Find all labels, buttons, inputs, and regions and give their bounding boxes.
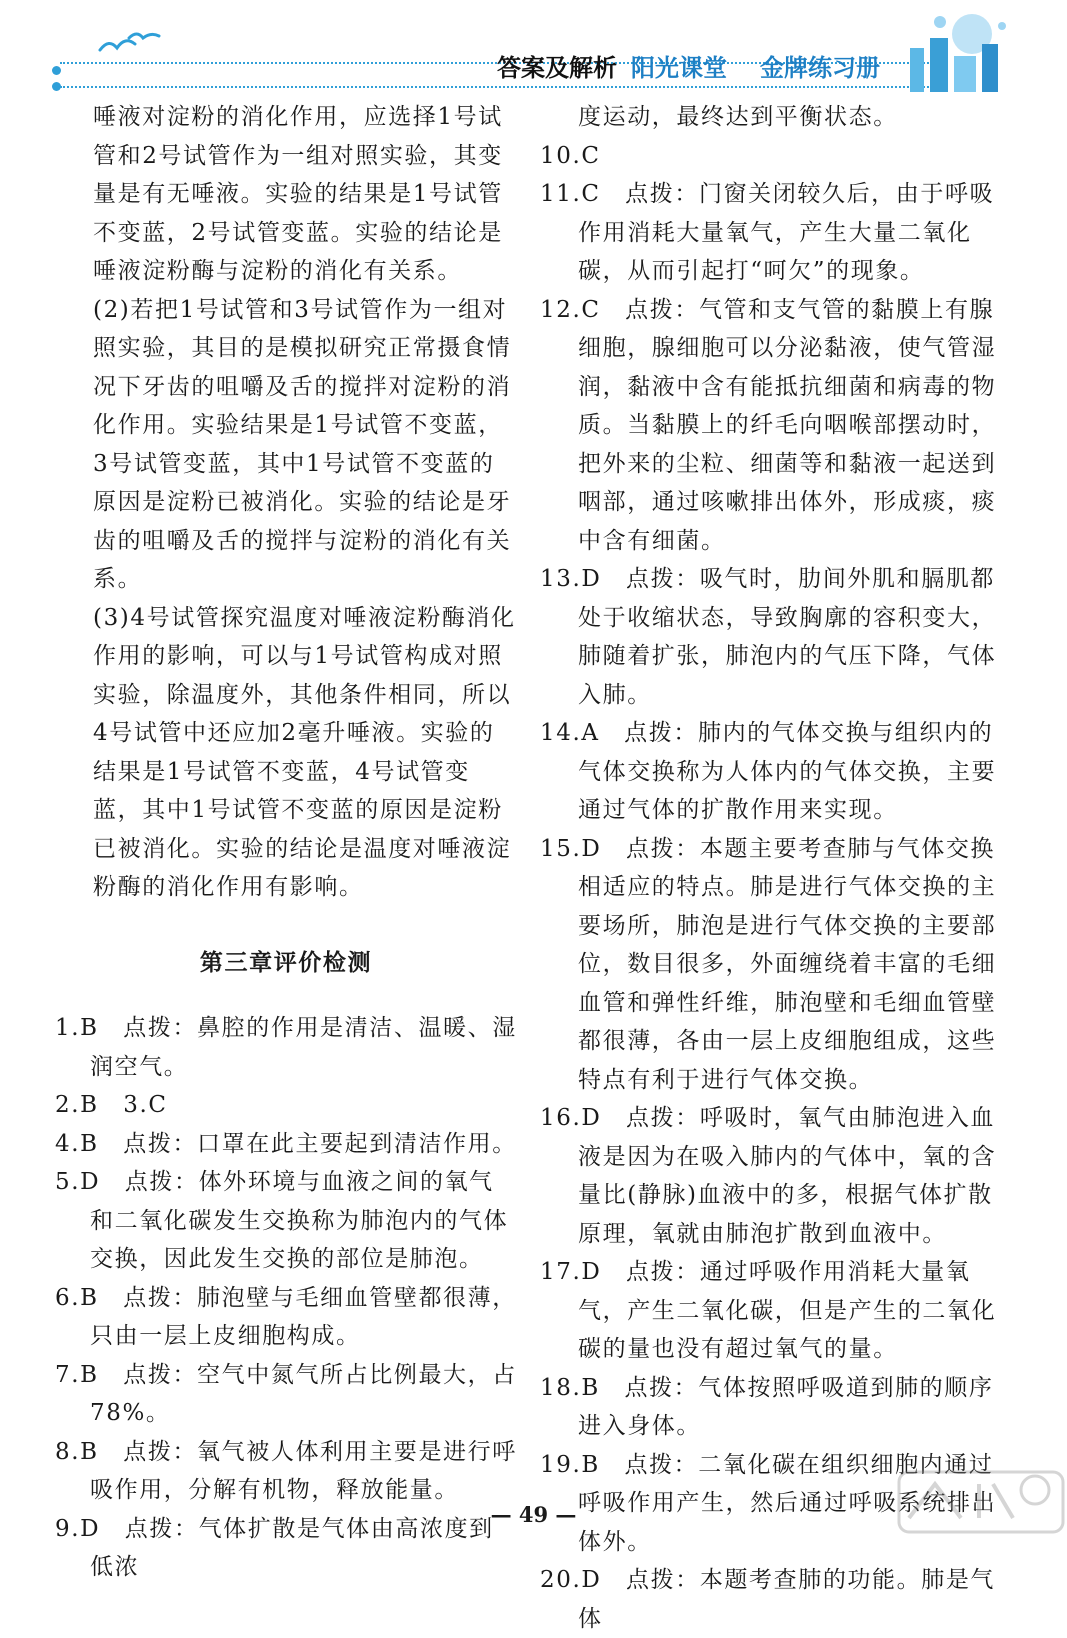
header-brand-label: 阳光课堂 (631, 54, 727, 82)
header-left-dot-2 (52, 82, 61, 91)
answer-item: 2.B 3.C (55, 1092, 168, 1118)
left-answer-block (55, 98, 517, 907)
left-part3-paragraph: (3)4号试管探究温度对唾液淀粉酶消化作用的影响，可以与1号试管构成对照实验，除温度外，其他条件相同，所以4号试管中还应加2毫升唾液。实验的结果是1号试管不变蓝，4号试管变蓝，其中1号试管不变蓝的原因是淀粉已被消化。实验的结论是温度对唾液淀粉酶的消化作用有影响。 (93, 604, 516, 900)
answer-item: 12.C 点拨：气管和支气管的黏膜上有腺细胞，腺细胞可以分泌黏液，使气管湿润，黏液中含有能抵抗细菌和病毒的物质。当黏膜上的纤毛向咽喉部摆动时，把外来的尘粒、细菌等和黏液一起送到咽部，通过咳嗽排出体外，形成痰，痰中含有细菌。 (540, 296, 997, 554)
right-column (540, 98, 1002, 1638)
answer-item: 10.C (540, 142, 601, 169)
answer-item: 18.B 点拨：气体按照呼吸道到肺的顺序进入身体。 (540, 1374, 994, 1439)
answer-item: 11.C 点拨：门窗关闭较久后，由于呼吸作用消耗大量氧气，产生大量二氧化碳，从而引起打“呵欠”的现象。 (540, 181, 995, 284)
answer-item: 15.D 点拨：本题主要考查肺与气体交换相适应的特点。肺是进行气体交换的主要场所，肺泡是进行气体交换的主要部位，数目很多，外面缠绕着丰富的毛细血管和弹性纤维，肺泡壁和毛细血管壁都很薄，各由一层上皮细胞组成，这些特点有利于进行气体交换。 (540, 835, 997, 1093)
watermark-logo (895, 1468, 1067, 1536)
answer-item: 20.D 点拨：本题考查肺的功能。肺是气体 (540, 1567, 996, 1632)
answer-item: 5.D 点拨：体外环境与血液之间的氧气和二氧化碳发生交换称为肺泡内的气体交换，因此发生交换的部位是肺泡。 (55, 1169, 509, 1272)
header-book-label: 金牌练习册 (760, 54, 880, 82)
answer-item: 13.D 点拨：吸气时，肋间外肌和膈肌都处于收缩状态，导致胸廓的容积变大，肺随着扩张，肺泡内的气压下降，气体入肺。 (540, 566, 997, 708)
right-continuation-paragraph: 度运动，最终达到平衡状态。 (578, 104, 898, 130)
answer-item: 4.B 点拨：口罩在此主要起到清洁作用。 (55, 1130, 517, 1157)
answer-item: 8.B 点拨：氧气被人体利用主要是进行呼吸作用，分解有机物，释放能量。 (55, 1438, 517, 1503)
answer-item: 1.B 点拨：鼻腔的作用是清洁、温暖、湿润空气。 (55, 1015, 517, 1080)
answer-item: 9.D 点拨：气体扩散是气体由高浓度到低浓 (55, 1515, 494, 1580)
left-continuation-paragraph: 唾液对淀粉的消化作用，应选择1号试管和2号试管作为一组对照实验，其变量是有无唾液。实验的结果是1号试管不变蓝，2号试管变蓝。实验的结论是唾液淀粉酶与淀粉的消化有关系。 (93, 104, 503, 284)
birds-icon (95, 30, 165, 64)
left-column (55, 98, 517, 1587)
answer-item: 7.B 点拨：空气中氮气所占比例最大，占78%。 (55, 1361, 517, 1426)
header-left-dot (52, 66, 61, 75)
section-title: 第三章评价检测 (199, 949, 373, 976)
answer-item: 16.D 点拨：呼吸时，氧气由肺泡进入血液是因为在吸入肺内的气体中，氧的含量比(静脉)血液中的多，根据气体扩散原理，氧就由肺泡扩散到血液中。 (540, 1105, 997, 1247)
left-part2-paragraph: (2)若把1号试管和3号试管作为一组对照实验，其目的是模拟研究正常摄食情况下牙齿的咀嚼及舌的搅拌对淀粉的消化作用。实验结果是1号试管不变蓝，3号试管变蓝，其中1号试管不变蓝的原因是淀粉已被消化。实验的结论是牙齿的咀嚼及舌的搅拌与淀粉的消化有关系。 (93, 296, 512, 592)
header-answer-label: 答案及解析 (497, 54, 617, 82)
page-number: — 49 — (490, 1502, 577, 1527)
answer-item: 19.B 点拨：二氧化碳在组织细胞内通过呼吸作用产生，然后通过呼吸系统排出体外。 (540, 1451, 997, 1555)
page-header (0, 0, 1067, 96)
answer-item: 17.D 点拨：通过呼吸作用消耗大量氧气，产生二氧化碳，但是产生的二氧化碳的量也没有超过氧气的量。 (540, 1259, 997, 1362)
answer-item: 14.A 点拨：肺内的气体交换与组织内的气体交换称为人体内的气体交换，主要通过气体的扩散作用来实现。 (540, 720, 997, 823)
header-decoration-icon (880, 8, 1020, 94)
answer-item: 6.B 点拨：肺泡壁与毛细血管壁都很薄，只由一层上皮细胞构成。 (55, 1284, 517, 1349)
